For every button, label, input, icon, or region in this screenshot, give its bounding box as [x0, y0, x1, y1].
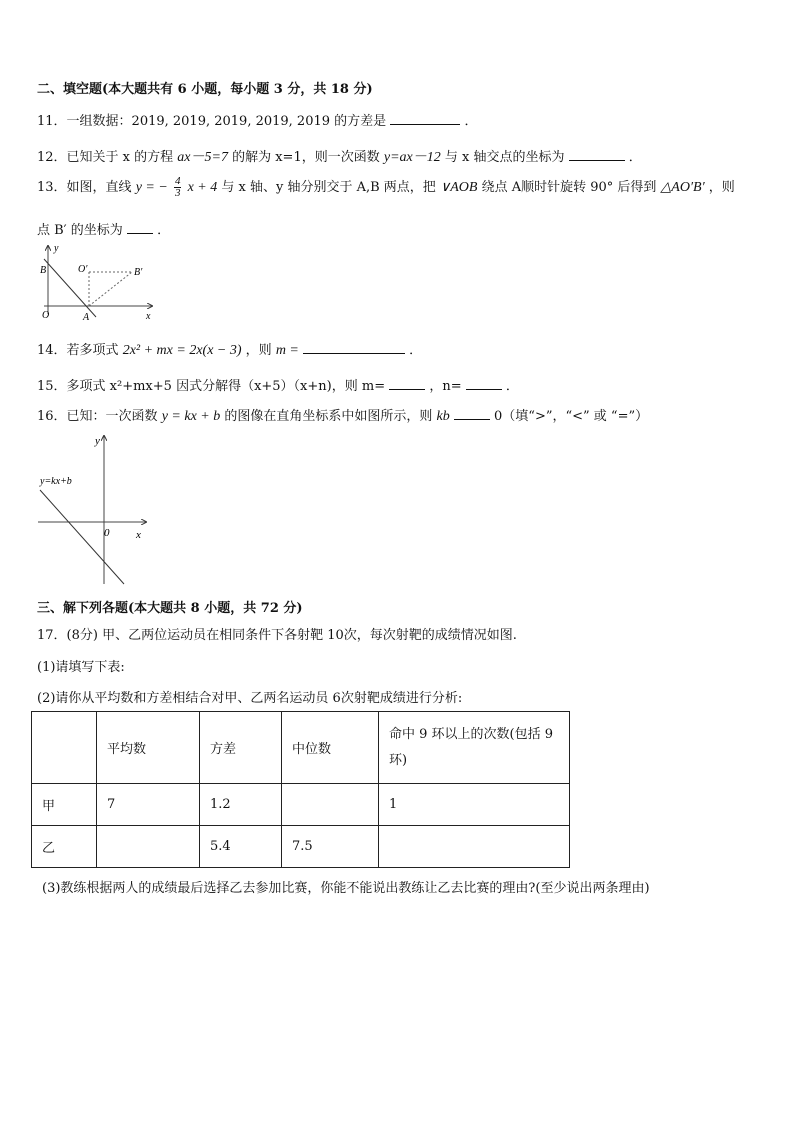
q17-part-1: (1)请填写下表: — [37, 660, 125, 675]
q13-label-o-prime: O′ — [78, 264, 88, 275]
q13-label-b: B — [40, 265, 47, 276]
q13-line-rhs: x + 4 — [187, 180, 218, 195]
q11-text: 11．一组数据：2019, 2019, 2019, 2019, 2019 的方差是 — [37, 114, 387, 129]
q11-end: ． — [464, 114, 478, 129]
q16-label-x: x — [136, 529, 141, 541]
q13-figure — [36, 242, 160, 322]
q17-part-2: (2)请你从平均数和方差相结合对甲、乙两名运动员 6次射靶成绩进行分析: — [37, 691, 463, 706]
q13-frac-den: 3 — [174, 187, 181, 199]
q16-label-o: 0 — [104, 527, 110, 539]
table-cell[interactable] — [97, 826, 200, 868]
q13-frac-num: 4 — [174, 175, 181, 187]
q16-text-b: 的图像在直角坐标系中如图所示，则 — [224, 409, 433, 424]
table-cell[interactable]: 7 — [97, 784, 200, 826]
table-cell[interactable]: 5.4 — [200, 826, 282, 868]
table-cell: 乙 — [32, 826, 97, 868]
q13-line-lhs: y = − — [135, 180, 168, 195]
q15-blank-n[interactable] — [466, 377, 502, 390]
table-header-cell: 平均数 — [97, 712, 200, 784]
q13-label-b-prime: B′ — [134, 267, 143, 278]
table-cell[interactable]: 1.2 — [200, 784, 282, 826]
q12-equation: ax－5=7 — [177, 150, 228, 165]
q13-text-a: 13．如图，直线 — [37, 180, 132, 195]
q15-blank-m[interactable] — [389, 377, 425, 390]
table-cell[interactable] — [282, 784, 379, 826]
table-row — [32, 826, 570, 868]
q16-label-function: y=kx+b — [40, 476, 72, 487]
q14-variable: m = — [275, 343, 299, 358]
table-cell: 甲 — [32, 784, 97, 826]
question-15 — [37, 375, 519, 394]
q14-expression: 2x² + mx = 2x(x − 3) — [122, 343, 242, 358]
q17-part-3: (3)教练根据两人的成绩最后选择乙去参加比赛，你能不能说出教练让乙去比赛的理由?(至少说出两条理由) — [42, 881, 650, 896]
q16-answer-blank[interactable] — [454, 407, 490, 420]
question-14 — [37, 339, 422, 359]
q13-triangle-aob: ∨AOB — [439, 180, 478, 195]
q13-label-o: O — [42, 310, 50, 321]
q12-text-b: 的解为 x=1，则一次函数 — [232, 150, 384, 165]
q13-segment-ab-prime — [89, 272, 132, 306]
q16-text-c: 0（填“>”，“<” 或 “=”） — [494, 409, 649, 424]
q13-text-d: ，则 — [708, 180, 735, 195]
q13-label-y: y — [54, 243, 59, 254]
table-cell[interactable]: 7.5 — [282, 826, 379, 868]
q14-text-a: 14．若多项式 — [37, 343, 123, 358]
section-2-heading: 二、填空题(本大题共有 6 小题，每小题 3 分，共 18 分) — [37, 82, 373, 97]
q17-intro: 17．(8分) 甲、乙两位运动员在相同条件下各射靶 10次，每次射靶的成绩情况如图. — [37, 628, 517, 643]
q14-text-b: ，则 — [245, 343, 276, 358]
q16-text-a: 16．已知：一次函数 — [37, 409, 158, 424]
table-header-cell: 方差 — [200, 712, 282, 784]
q13-line2-text: 点 B′ 的坐标为 — [37, 223, 123, 238]
q15-end: ． — [505, 379, 519, 394]
question-12 — [37, 146, 642, 166]
q12-end: ． — [628, 150, 642, 165]
q13-line-ab — [44, 259, 96, 317]
q16-kb: kb — [436, 409, 450, 424]
question-11 — [37, 110, 477, 129]
question-13 — [37, 176, 735, 199]
q13-label-a: A — [83, 312, 90, 322]
q12-function: y=ax－12 — [383, 150, 441, 165]
q14-answer-blank[interactable] — [303, 341, 405, 354]
q16-figure — [36, 432, 156, 588]
q11-answer-blank[interactable] — [390, 112, 460, 125]
q13-text-c: 绕点 A顺时针旋转 90° 后得到 — [481, 180, 661, 195]
q15-text-b: ，n= — [429, 379, 462, 394]
table-header-row — [32, 712, 570, 784]
q15-text-a: 15．多项式 x²+mx+5 因式分解得（x+5）（x+n)，则 m= — [37, 379, 386, 394]
q13-answer-blank[interactable] — [127, 221, 153, 234]
table-cell[interactable] — [379, 826, 570, 868]
q16-label-y: y — [95, 435, 100, 447]
q17-table — [31, 711, 570, 868]
q16-line — [40, 490, 124, 584]
question-16 — [37, 405, 648, 425]
question-13-line-2 — [37, 219, 170, 238]
table-header-cell — [32, 712, 97, 784]
section-3-heading: 三、解下列各题(本大题共 8 小题，共 72 分) — [37, 601, 303, 616]
q13-line2-end: ． — [157, 223, 171, 238]
q12-text-c: 与 x 轴交点的坐标为 — [444, 150, 565, 165]
q12-text-a: 12．已知关于 x 的方程 — [37, 150, 178, 165]
q13-triangle-aob-prime: △AO′B′ — [660, 180, 705, 195]
q12-answer-blank[interactable] — [569, 148, 625, 161]
table-cell[interactable]: 1 — [379, 784, 570, 826]
q13-text-b: 与 x 轴、y 轴分别交于 A,B 两点，把 — [221, 180, 436, 195]
q14-end: ． — [409, 343, 423, 358]
q13-label-x: x — [146, 311, 151, 322]
table-header-cell: 中位数 — [282, 712, 379, 784]
q16-function: y = kx + b — [161, 409, 221, 424]
table-row — [32, 784, 570, 826]
table-header-cell: 命中 9 环以上的次数(包括 9 环) — [379, 712, 570, 784]
q13-fraction — [174, 176, 182, 199]
